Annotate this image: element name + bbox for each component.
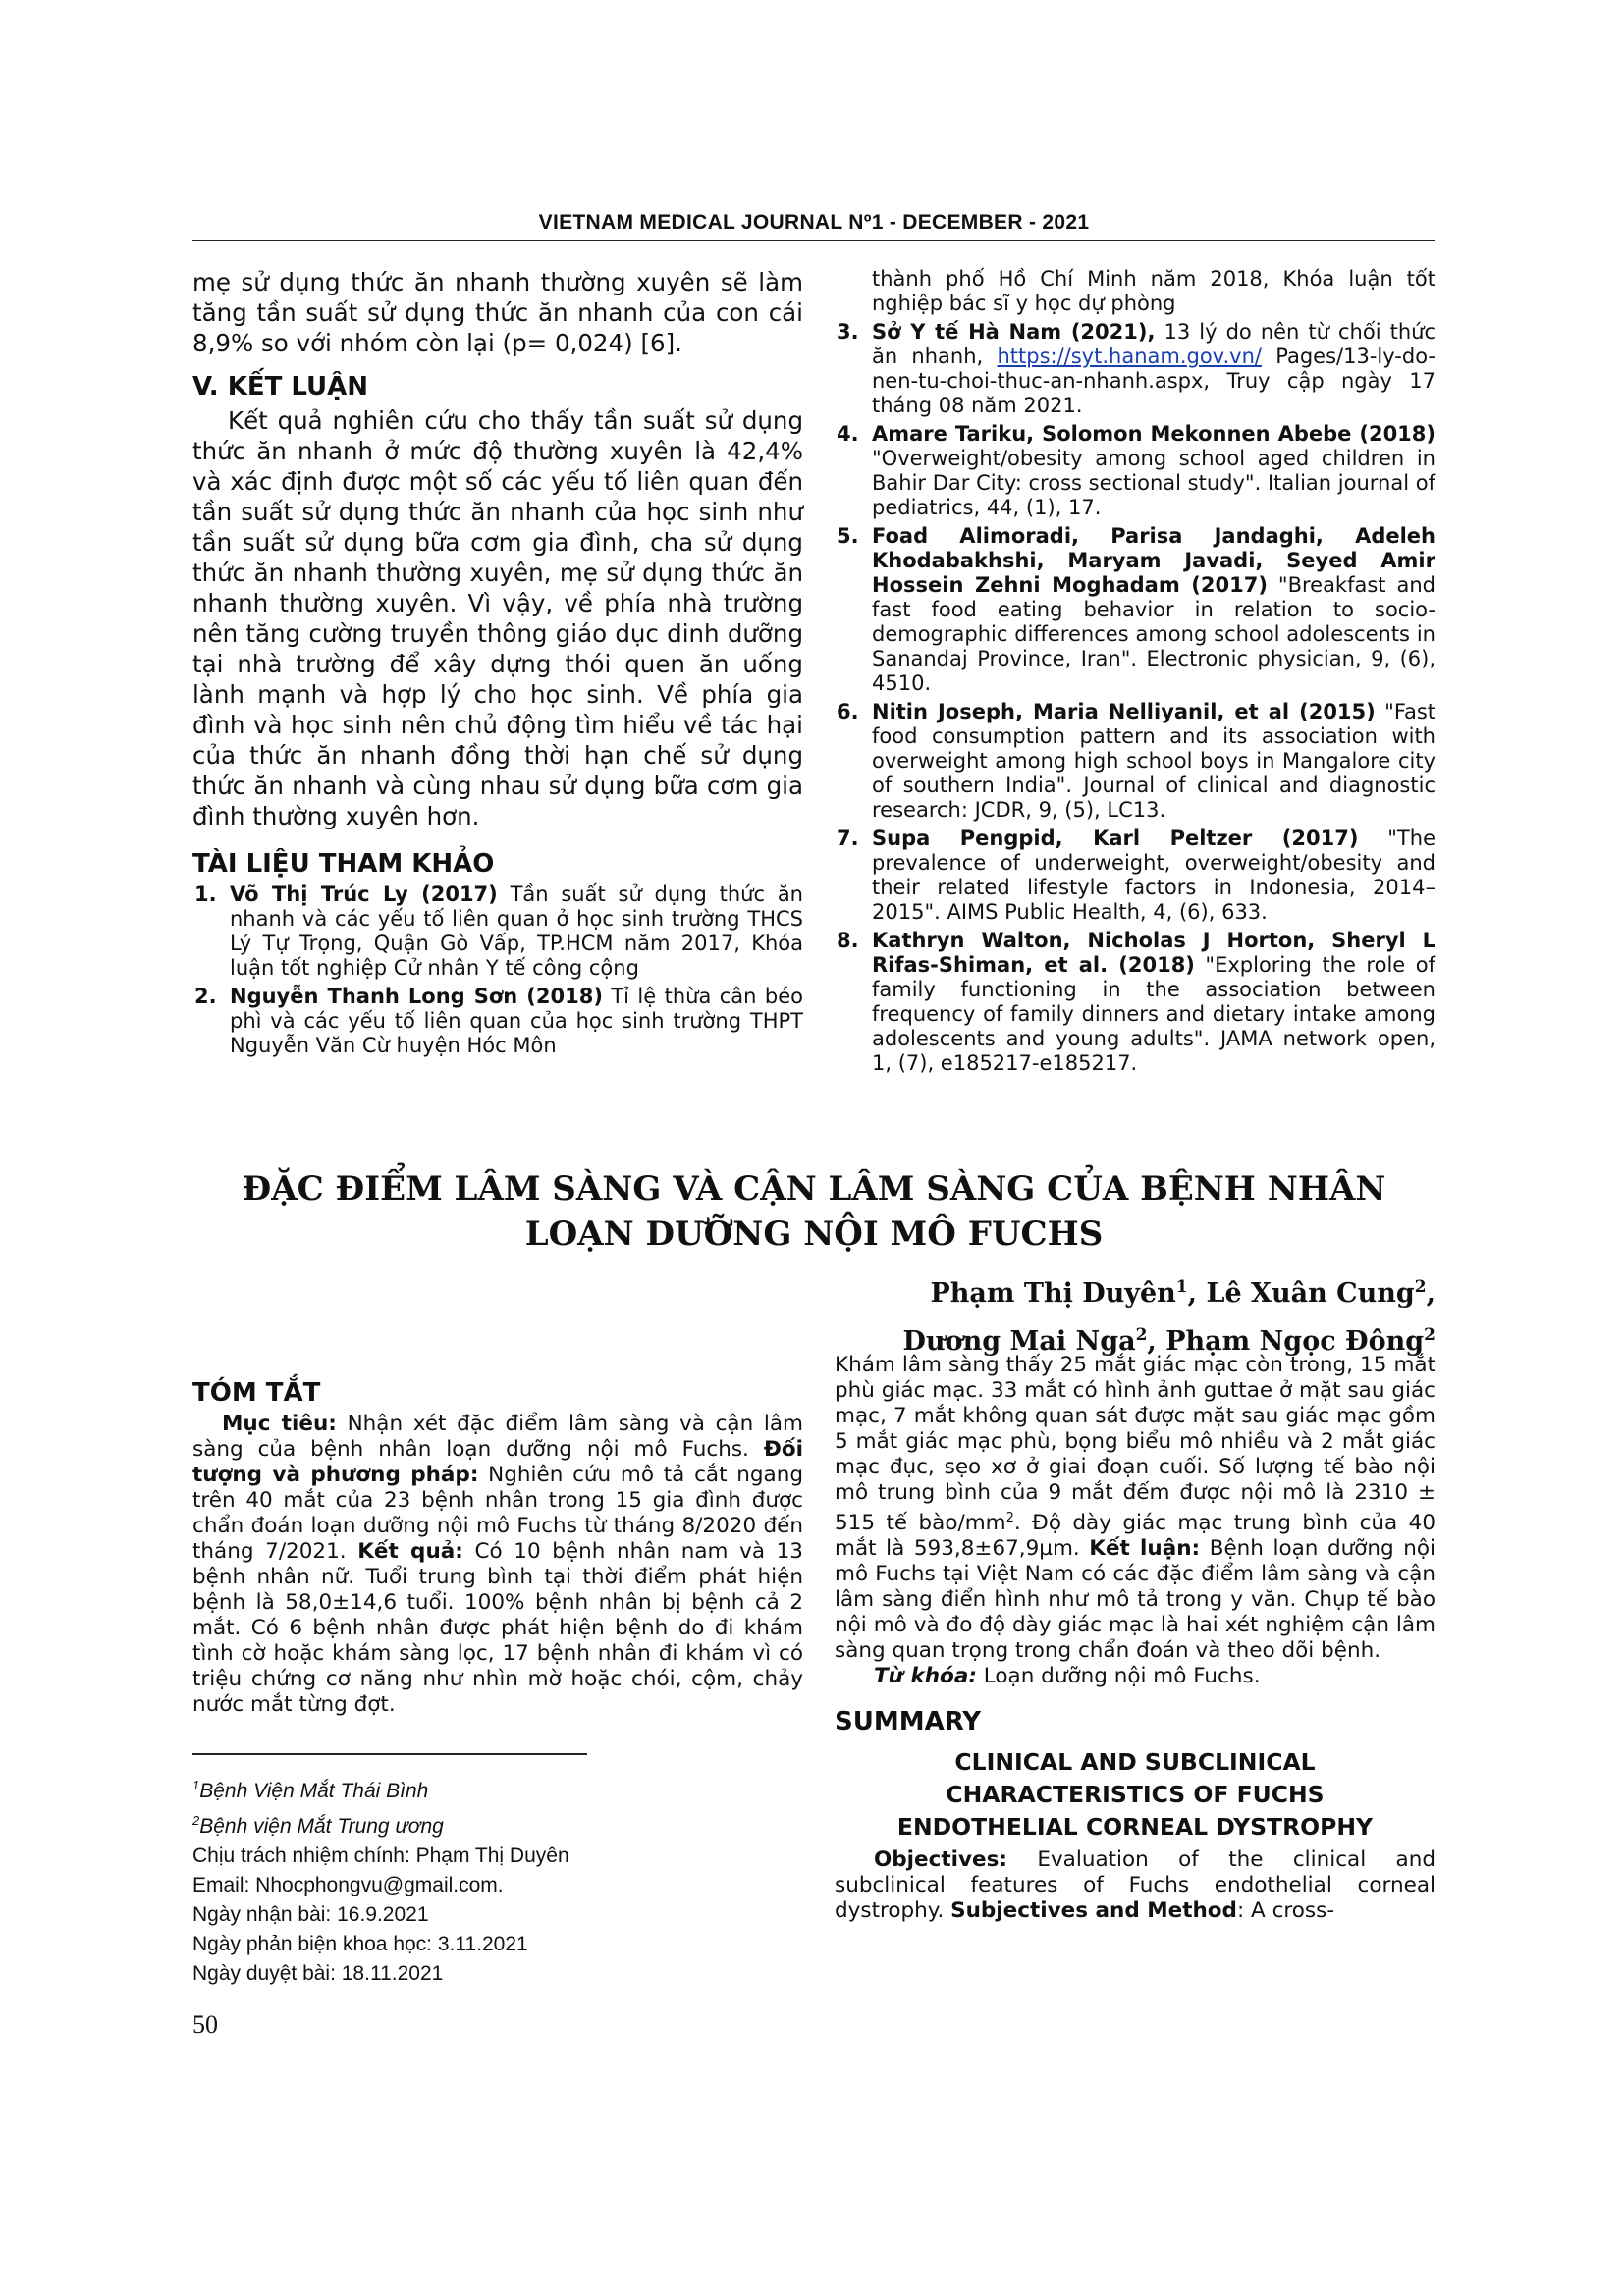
footnotes xyxy=(192,1771,803,1989)
summary-text: : A cross- xyxy=(1236,1898,1335,1924)
summary-label: Objectives: xyxy=(874,1847,1008,1873)
reference-number: 7. xyxy=(837,827,859,850)
summary-text: Evaluation of the clinical and subclinical features of Fuchs endothelial corneal dystrophy. xyxy=(835,1847,1435,1924)
affiliation-sup: 2 xyxy=(192,1813,200,1828)
reference-text: "The prevalence of underweight, overweight/obesity and their related lifestyle factors in Indonesia, 2014–2015". AIMS Public Health, 4, (6), 633. xyxy=(872,827,1435,924)
author-name: Phạm Thị Duyên xyxy=(930,1278,1176,1308)
author-separator: , xyxy=(1426,1278,1435,1308)
unit-superscript: 2 xyxy=(1005,1511,1014,1525)
prev-article-right-column xyxy=(835,267,1435,1080)
conclusion-text: Kết quả nghiên cứu cho thấy tần suất sử dụng thức ăn nhanh ở mức độ thường xuyên là 42,4% và xác định được một số các yếu tố liên quan đến tần suất sử dụng thức ăn nhanh của học sinh như tần suất sử dụng bữa cơm gia đình, cha sử dụng thức ăn nhanh thường xuyên, mẹ sử dụng thức ăn nhanh thường xuyên. Vì vậy, về phía nhà trường nên tăng cường truyền thông giáo dục dinh dưỡng tại nhà trường để xây dựng thói quen ăn uống lành mạnh và hợp lý cho học sinh. Về phía gia đình và học sinh nên chủ động tìm hiểu về tác hại của thức ăn nhanh đồng thời hạn chế sử dụng thức ăn nhanh và cùng nhau sử dụng bữa cơm gia đình thường xuyên hơn. xyxy=(192,406,803,830)
abstract-paragraph xyxy=(192,1412,803,1718)
author-separator: , xyxy=(1187,1278,1207,1308)
affiliation-text: Bệnh Viện Mắt Thái Bình xyxy=(199,1780,429,1802)
reference-item xyxy=(835,929,1435,1076)
reference-item xyxy=(835,524,1435,696)
abstract-label: Kết luận: xyxy=(1089,1536,1201,1562)
reference-text: "Fast food consumption pattern and its association with overweight among high school boys in Mangalore city of southern India". Journal of clinical and diagnostic research: JCDR, 9, (5), LC13. xyxy=(872,700,1436,822)
reference-continuation xyxy=(835,267,1435,316)
summary-heading: SUMMARY xyxy=(835,1707,982,1737)
reference-link[interactable]: https://syt.hanam.gov.vn/ xyxy=(997,345,1262,368)
reference-number: 8. xyxy=(837,929,859,952)
header-rule xyxy=(192,240,1435,241)
reference-item xyxy=(192,985,803,1058)
summary-label: Subjectives and Method xyxy=(950,1898,1237,1924)
reference-author: Foad Alimoradi, Parisa Jandaghi, Adeleh Khodabakhshi, Maryam Javadi, Seyed Amir Hossein Zehni Moghadam (2017) xyxy=(872,524,1435,597)
author-separator: , xyxy=(1147,1326,1166,1357)
abstract-heading: TÓM TẮT xyxy=(192,1378,321,1408)
references-list-left xyxy=(192,882,803,1058)
abstract-text: Có 10 bệnh nhân nam và 13 bệnh nhân nữ. Tuổi trung bình tại thời điểm phát hiện bệnh là 58,0±14,6 tuổi. 100% bệnh nhân bị bệnh cả 2 mắt. Có 6 bệnh nhân được phát hiện bệnh do đi khám tình cờ hoặc khám sàng lọc, 17 bệnh nhân đi khám vì có triệu chứng cơ năng như nhìn mờ hoặc chói, cộm, chảy nước mắt từng đợt. xyxy=(192,1539,803,1717)
prev-article-continuation: mẹ sử dụng thức ăn nhanh thường xuyên sẽ làm tăng tần suất sử dụng thức ăn nhanh của con cái 8,9% so với nhóm còn lại (p= 0,024) [6]. xyxy=(192,268,803,357)
date-received: Ngày nhận bài: 16.9.2021 xyxy=(192,1903,429,1926)
author-name: Phạm Ngọc Đông xyxy=(1165,1326,1425,1357)
prev-article-left-column xyxy=(192,267,803,1062)
abstract-text: Bệnh loạn dưỡng nội mô Fuchs tại Việt Nam có các đặc điểm lâm sàng và cận lâm sàng điển hình như mô tả trong y văn. Chụp tế bào nội mô và đo độ dày giác mạc là hai xét nghiệm cận lâm sàng quan trọng trong chẩn đoán và theo dõi bệnh. xyxy=(835,1536,1436,1664)
english-title xyxy=(835,1746,1435,1843)
author-affiliation-sup: 2 xyxy=(1135,1325,1148,1345)
affiliation-sup: 1 xyxy=(192,1778,200,1792)
reference-item xyxy=(835,827,1435,925)
reference-item xyxy=(192,882,803,981)
reference-item xyxy=(835,320,1435,418)
running-header: VIETNAM MEDICAL JOURNAL Nº1 - DECEMBER - 2021 xyxy=(538,211,1090,234)
abstract-label: Mục tiêu: xyxy=(222,1412,337,1436)
reference-author: Supa Pengpid, Karl Peltzer (2017) xyxy=(872,827,1359,850)
abstract-left-column xyxy=(192,1364,803,1718)
date-accepted: Ngày duyệt bài: 18.11.2021 xyxy=(192,1962,444,1985)
references-heading: TÀI LIỆU THAM KHẢO xyxy=(192,849,495,879)
author-affiliation-sup: 2 xyxy=(1424,1325,1435,1345)
contact-email: Email: Nhocphongvu@gmail.com. xyxy=(192,1874,504,1896)
reference-text: 13 lý do nên từ chối thức ăn nhanh, xyxy=(872,320,1435,368)
reference-text: Tần suất sử dụng thức ăn nhanh và các yếu tố liên quan ở học sinh trường THCS Lý Tự Trọng, Quận Gò Vấp, TP.HCM năm 2017, Khóa luận tốt nghiệp Cử nhân Y tế công cộng xyxy=(230,882,803,980)
english-title-line: CLINICAL AND SUBCLINICAL xyxy=(954,1748,1316,1777)
abstract-text: Nhận xét đặc điểm lâm sàng và cận lâm sàng của bệnh nhân loạn dưỡng nội mô Fuchs. xyxy=(192,1412,803,1462)
references-list-right xyxy=(835,267,1435,1076)
author-name: Lê Xuân Cung xyxy=(1206,1278,1415,1308)
reference-text: Pages/13-ly-do-nen-tu-choi-thuc-an-nhanh.aspx, Truy cập ngày 17 tháng 08 năm 2021. xyxy=(872,345,1436,417)
reference-author: Amare Tariku, Solomon Mekonnen Abebe (2018) xyxy=(872,422,1435,446)
reference-author: Sở Y tế Hà Nam (2021), xyxy=(872,320,1156,344)
abstract-label: Kết quả: xyxy=(357,1539,463,1564)
author-affiliation-sup: 2 xyxy=(1414,1277,1427,1297)
affiliation-footnote xyxy=(192,1806,803,1842)
abstract-right-column xyxy=(835,1353,1435,1924)
abstract-label: Đối tượng và phương pháp: xyxy=(192,1437,803,1487)
reference-item xyxy=(835,422,1435,520)
author-line xyxy=(903,1266,1435,1314)
summary-paragraph xyxy=(835,1847,1435,1924)
reference-text: thành phố Hồ Chí Minh năm 2018, Khóa luận tốt nghiệp bác sĩ y học dự phòng xyxy=(872,267,1435,315)
author-affiliation-sup: 1 xyxy=(1175,1277,1188,1297)
date-reviewed: Ngày phản biện khoa học: 3.11.2021 xyxy=(192,1933,528,1955)
reference-number: 6. xyxy=(837,700,859,723)
reference-number: 3. xyxy=(837,320,859,344)
reference-number: 5. xyxy=(837,524,859,548)
abstract-text: Khám lâm sàng thấy 25 mắt giác mạc còn trong, 15 mắt phù giác mạc. 33 mắt có hình ảnh guttae ở mặt sau giác mạc, 7 mắt không quan sát được mặt sau giác mạc gồm 5 mắt giác mạc phù, bọng biểu mô nhiều và 2 mắt giác mạc đục, sẹo xơ ở giai đoạn cuối. Số lượng tế bào nội mô trung bình của 9 mắt đếm được nội mô là 2310 ± 515 tế bào/mm xyxy=(835,1353,1435,1536)
author-name: Dương Mai Nga xyxy=(902,1326,1136,1357)
article-title xyxy=(192,1166,1435,1256)
article-title-line: LOẠN DƯỠNG NỘI MÔ FUCHS xyxy=(524,1214,1104,1254)
reference-author: Nitin Joseph, Maria Nelliyanil, et al (2015) xyxy=(872,700,1376,723)
reference-number: 2. xyxy=(194,985,217,1008)
keywords-paragraph xyxy=(835,1664,1435,1689)
abstract-paragraph-continued xyxy=(835,1353,1435,1664)
conclusion-heading: V. KẾT LUẬN xyxy=(192,372,369,401)
conclusion-paragraph xyxy=(192,405,803,831)
abstract-text: . Độ dày giác mạc trung bình của 40 mắt là 593,8±67,9µm. xyxy=(835,1511,1435,1562)
reference-author: Võ Thị Trúc Ly (2017) xyxy=(230,882,498,906)
reference-number: 1. xyxy=(194,882,217,906)
author-list xyxy=(903,1266,1435,1362)
reference-item xyxy=(835,700,1435,823)
reference-author: Kathryn Walton, Nicholas J Horton, Sheryl L Rifas-Shiman, et al. (2018) xyxy=(872,929,1435,977)
reference-text: "Exploring the role of family functioning in the association between frequency of family dinners and dietary intake among adolescents and young adults". JAMA network open, 1, (7), e185217-e185217. xyxy=(872,953,1435,1075)
reference-author: Nguyễn Thanh Long Sơn (2018) xyxy=(230,985,603,1008)
abstract-text: Nghiên cứu mô tả cắt ngang trên 40 mắt của 23 bệnh nhân trong 15 gia đình được chẩn đoán loạn dưỡng nội mô Fuchs từ tháng 8/2020 đến tháng 7/2021. xyxy=(192,1463,803,1564)
article-title-line: ĐẶC ĐIỂM LÂM SÀNG VÀ CẬN LÂM SÀNG CỦA BỆNH NHÂN xyxy=(242,1169,1386,1208)
affiliation-text: Bệnh viện Mắt Trung ương xyxy=(199,1815,444,1838)
english-title-line: CHARACTERISTICS OF FUCHS xyxy=(946,1781,1325,1809)
affiliation-footnote xyxy=(192,1771,803,1806)
reference-text: "Breakfast and fast food eating behavior in relation to socio-demographic differences among school adolescents in Sanandaj Province, Iran". Electronic physician, 9, (6), 4510. xyxy=(872,573,1435,695)
reference-text: Tỉ lệ thừa cân béo phì và các yếu tố liên quan của học sinh trường THPT Nguyễn Văn Cừ huyện Hóc Môn xyxy=(230,985,803,1057)
page-number: 50 xyxy=(192,2010,218,2039)
responsible-author: Chịu trách nhiệm chính: Phạm Thị Duyên xyxy=(192,1844,569,1867)
footnote-rule xyxy=(192,1753,587,1755)
keywords-label: Từ khóa: xyxy=(874,1664,977,1689)
english-title-line: ENDOTHELIAL CORNEAL DYSTROPHY xyxy=(896,1813,1374,1842)
keywords-text: Loạn dưỡng nội mô Fuchs. xyxy=(976,1664,1261,1689)
reference-number: 4. xyxy=(837,422,859,446)
reference-text: "Overweight/obesity among school aged children in Bahir Dar City: cross sectional study". Italian journal of pediatrics, 44, (1), 17. xyxy=(872,447,1435,519)
